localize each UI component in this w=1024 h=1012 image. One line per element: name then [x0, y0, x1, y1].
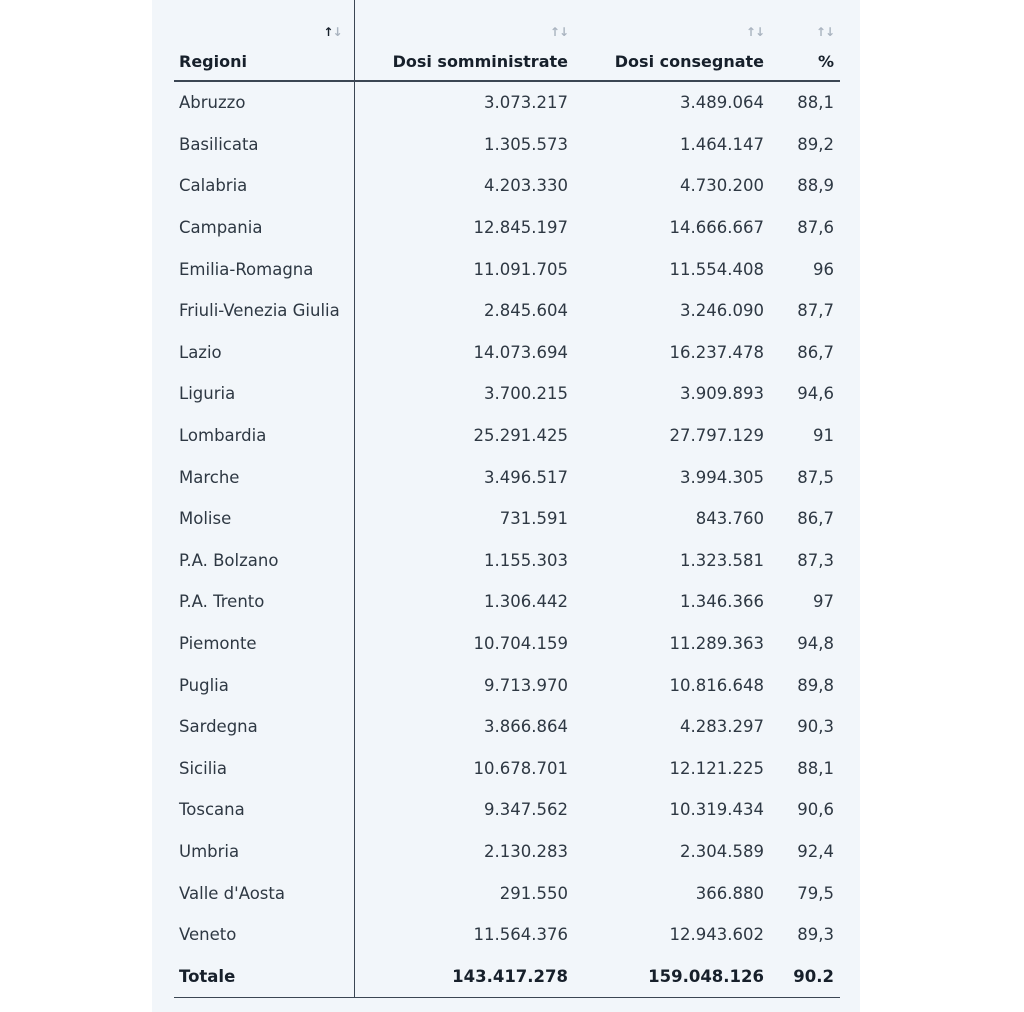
dosi-somministrate-cell: 3.866.864 [484, 717, 568, 737]
dosi-consegnate-cell: 1.323.581 [680, 550, 764, 570]
dosi-somministrate-cell: 10.704.159 [473, 634, 568, 654]
region-cell: Lombardia [174, 415, 354, 457]
table-row [174, 207, 840, 249]
region-cell: Piemonte [174, 623, 354, 665]
percent-cell: 91 [813, 426, 834, 446]
dosi-somministrate-cell: 9.713.970 [484, 675, 568, 695]
region-cell: Umbria [174, 831, 354, 873]
table-row [174, 415, 840, 457]
dosi-consegnate-cell: 10.319.434 [669, 800, 764, 820]
dosi-somministrate-cell: 12.845.197 [473, 218, 568, 238]
dosi-somministrate-cell: 1.306.442 [484, 592, 568, 612]
dosi-consegnate-cell: 3.909.893 [680, 384, 764, 404]
table-row [174, 248, 840, 290]
dosi-somministrate-cell: 25.291.425 [473, 426, 568, 446]
dosi-consegnate-cell: 4.283.297 [680, 717, 764, 737]
dosi-consegnate-cell: 3.994.305 [680, 467, 764, 487]
table-row [174, 456, 840, 498]
total-label: Totale [174, 955, 354, 998]
sort-arrows-icon[interactable] [816, 26, 834, 38]
dosi-consegnate-cell: 10.816.648 [669, 675, 764, 695]
dosi-somministrate-cell: 11.091.705 [473, 259, 568, 279]
region-cell: Campania [174, 207, 354, 249]
column-header-label: Dosi consegnate [614, 52, 764, 71]
percent-cell: 87,6 [797, 218, 834, 238]
region-cell: Basilicata [174, 124, 354, 166]
table-row [174, 81, 840, 124]
table-row [174, 498, 840, 540]
percent-cell: 94,6 [797, 384, 834, 404]
sort-arrows-icon[interactable] [746, 26, 764, 38]
region-cell: Sicilia [174, 748, 354, 790]
percent-cell: 89,3 [797, 925, 834, 945]
region-cell: P.A. Trento [174, 581, 354, 623]
column-header-label: Dosi somministrate [392, 52, 568, 71]
percent-cell: 88,1 [797, 758, 834, 778]
percent-cell: 88,1 [797, 93, 834, 113]
dosi-somministrate-cell: 3.496.517 [484, 467, 568, 487]
region-cell: Lazio [174, 332, 354, 374]
region-cell: Friuli-Venezia Giulia [174, 290, 354, 332]
dosi-consegnate-cell: 3.246.090 [680, 301, 764, 321]
column-header-percent[interactable] [770, 0, 840, 81]
sort-up-icon: ↑ [549, 25, 559, 39]
table-row [174, 664, 840, 706]
dosi-consegnate-cell: 843.760 [695, 509, 764, 529]
dosi-consegnate-cell: 2.304.589 [680, 841, 764, 861]
dosi-somministrate-cell: 14.073.694 [473, 342, 568, 362]
region-cell: Emilia-Romagna [174, 248, 354, 290]
region-cell: Marche [174, 456, 354, 498]
percent-cell: 94,8 [797, 634, 834, 654]
dosi-consegnate-cell: 16.237.478 [669, 342, 764, 362]
table-row [174, 914, 840, 956]
region-cell: Puglia [174, 664, 354, 706]
dosi-somministrate-cell: 9.347.562 [484, 800, 568, 820]
region-cell: Valle d'Aosta [174, 872, 354, 914]
percent-cell: 90,3 [797, 717, 834, 737]
percent-cell: 79,5 [797, 883, 834, 903]
sort-up-icon: ↑ [745, 25, 755, 39]
percent-cell: 96 [813, 259, 834, 279]
region-cell: Calabria [174, 165, 354, 207]
table-row [174, 373, 840, 415]
dosi-consegnate-cell: 1.346.366 [680, 592, 764, 612]
dosi-consegnate-cell: 27.797.129 [669, 426, 764, 446]
percent-cell: 97 [813, 592, 834, 612]
sort-down-icon: ↓ [824, 25, 834, 39]
dosi-somministrate-cell: 1.305.573 [484, 134, 568, 154]
dosi-consegnate-cell: 11.289.363 [669, 634, 764, 654]
sort-down-icon: ↓ [754, 25, 764, 39]
dosi-somministrate-cell: 1.155.303 [484, 550, 568, 570]
dosi-consegnate-cell: 3.489.064 [680, 93, 764, 113]
table-row [174, 748, 840, 790]
percent-cell: 92,4 [797, 841, 834, 861]
table-row [174, 290, 840, 332]
dosi-somministrate-cell: 3.700.215 [484, 384, 568, 404]
sort-up-icon: ↑ [323, 25, 333, 39]
percent-cell: 90,6 [797, 800, 834, 820]
table-row [174, 831, 840, 873]
dosi-somministrate-cell: 2.845.604 [484, 301, 568, 321]
percent-cell: 87,5 [797, 467, 834, 487]
dosi-consegnate-cell: 11.554.408 [669, 259, 764, 279]
dosi-somministrate-cell: 10.678.701 [473, 758, 568, 778]
column-header-dosi-consegnate[interactable] [574, 0, 770, 81]
region-cell: Molise [174, 498, 354, 540]
table-row [174, 789, 840, 831]
sort-up-icon: ↑ [815, 25, 825, 39]
total-row [174, 955, 840, 998]
region-cell: Sardegna [174, 706, 354, 748]
dosi-somministrate-cell: 3.073.217 [484, 93, 568, 113]
table-row [174, 540, 840, 582]
dosi-consegnate-cell: 4.730.200 [680, 176, 764, 196]
region-cell: Liguria [174, 373, 354, 415]
dosi-somministrate-cell: 291.550 [499, 883, 568, 903]
column-header-dosi-somministrate[interactable] [354, 0, 574, 81]
percent-cell: 88,9 [797, 176, 834, 196]
table-body [174, 81, 840, 998]
dosi-consegnate-cell: 1.464.147 [680, 134, 764, 154]
total-dosi-consegnate: 159.048.126 [574, 955, 770, 998]
percent-cell: 89,2 [797, 134, 834, 154]
sort-arrows-icon[interactable] [323, 26, 341, 38]
percent-cell: 86,7 [797, 342, 834, 362]
region-cell: Toscana [174, 789, 354, 831]
table-row [174, 581, 840, 623]
vaccination-table [174, 0, 840, 998]
table-row [174, 332, 840, 374]
table-row [174, 706, 840, 748]
percent-cell: 87,7 [797, 301, 834, 321]
region-cell: Abruzzo [174, 81, 354, 124]
sort-arrows-icon[interactable] [550, 26, 568, 38]
percent-cell: 86,7 [797, 509, 834, 529]
column-header-label: % [817, 52, 834, 71]
total-percent: 90.2 [770, 955, 840, 998]
total-dosi-somministrate: 143.417.278 [354, 955, 574, 998]
table-header [174, 0, 840, 81]
table-row [174, 165, 840, 207]
percent-cell: 87,3 [797, 550, 834, 570]
column-header-label: Regioni [179, 52, 247, 71]
dosi-somministrate-cell: 2.130.283 [484, 841, 568, 861]
sort-down-icon: ↓ [558, 25, 568, 39]
table-row [174, 872, 840, 914]
table-row [174, 623, 840, 665]
dosi-consegnate-cell: 12.943.602 [669, 925, 764, 945]
sort-down-icon: ↓ [332, 25, 342, 39]
dosi-consegnate-cell: 366.880 [695, 883, 764, 903]
dosi-somministrate-cell: 11.564.376 [473, 925, 568, 945]
region-cell: Veneto [174, 914, 354, 956]
table-row [174, 124, 840, 166]
dosi-consegnate-cell: 12.121.225 [669, 758, 764, 778]
dosi-somministrate-cell: 731.591 [499, 509, 568, 529]
dosi-consegnate-cell: 14.666.667 [669, 218, 764, 238]
column-header-regioni[interactable] [174, 0, 354, 81]
dosi-somministrate-cell: 4.203.330 [484, 176, 568, 196]
percent-cell: 89,8 [797, 675, 834, 695]
region-cell: P.A. Bolzano [174, 540, 354, 582]
